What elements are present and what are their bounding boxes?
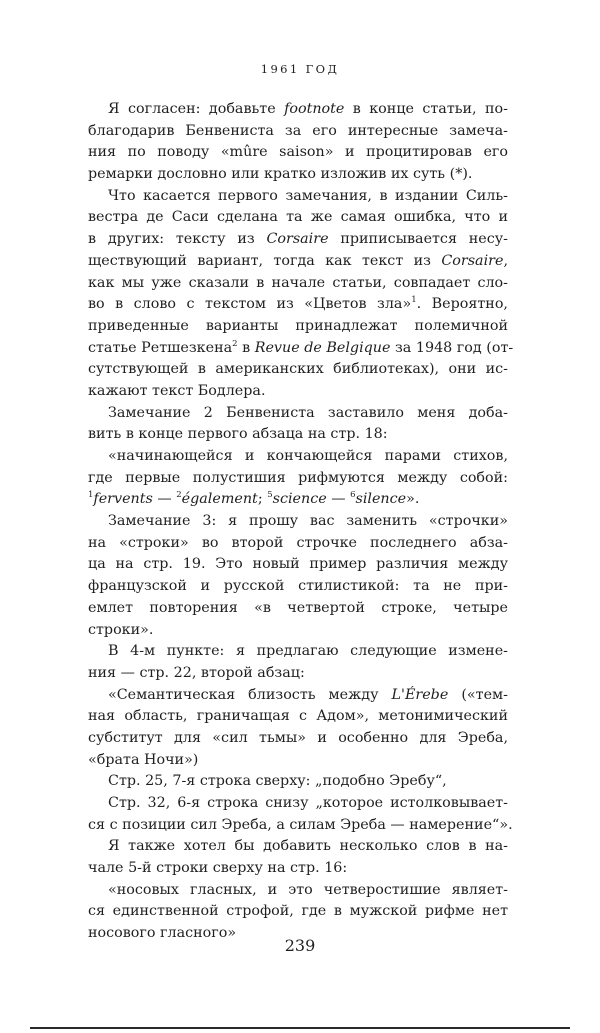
text-line: как мы уже сказали в начале статьи, совпадает сло- xyxy=(88,274,508,291)
text-line: Замечание 3: я прошу вас заменить «строчки» xyxy=(108,513,508,530)
text-line: где первые полустишия рифмуются между собой: xyxy=(88,469,508,486)
text-line: сутствующей в американских библиотеках), они ис- xyxy=(88,361,508,378)
text-line: чале 5-й строки сверху на стр. 16: xyxy=(88,860,348,877)
text-line: Стр. 32, 6-я строка снизу „которое истолковывает- xyxy=(108,795,508,811)
running-header: 1961 ГОД xyxy=(260,62,340,76)
text-line: ществующий вариант, тогда как текст из Corsaire, xyxy=(88,252,508,269)
text-line: Я согласен: добавьте footnote в конце статьи, по- xyxy=(108,101,508,117)
text-line: Стр. 25, 7-я строка сверху: „подобно Эребу“, xyxy=(108,773,447,790)
text-line: кажают текст Бодлера. xyxy=(88,382,266,399)
text-line: емлет повторения «в четвертой строке, четыре xyxy=(88,599,508,616)
text-line: на «строки» во второй строчке последнего абза- xyxy=(88,534,508,551)
text-line: «начинающейся и кончающейся парами стихов, xyxy=(108,448,508,464)
body-text xyxy=(88,99,514,945)
text-line: «Семантическая близость между L'Érebe («тем- xyxy=(108,686,508,703)
text-line: ния — стр. 22, второй абзац: xyxy=(88,664,305,681)
text-line: французской и русской стилистикой: та не при- xyxy=(88,578,508,595)
bottom-divider xyxy=(30,1027,570,1029)
text-line: В 4-м пункте: я предлагаю следующие измене- xyxy=(108,643,508,660)
text-line: во в слово с текстом из «Цветов зла»$^1$. Вероятно, xyxy=(88,295,508,313)
text-line: приведенные варианты принадлежат полемичной xyxy=(88,317,508,334)
footnote-mark: 2 xyxy=(232,338,238,349)
text-line: ния по поводу «mûre saison» и процитировав его xyxy=(88,144,508,161)
text-line: Замечание 2 Бенвениста заставило меня доба- xyxy=(108,404,508,421)
text-line: носового гласного» xyxy=(88,925,237,942)
text-line: «носовых гласных, и это четверостишие являет- xyxy=(108,881,508,898)
text-line: ремарки дословно или кратко изложив их суть (*). xyxy=(88,166,473,183)
text-line: ца на стр. 19. Это новый пример различия между xyxy=(88,556,508,573)
page-number: 239 xyxy=(284,936,316,955)
text-line: вестра де Саси сделана та же самая ошибка, что и xyxy=(88,209,508,226)
footnote-mark: 1 xyxy=(411,295,417,306)
text-line: статье Ретшезкена$^2$ в Revue de Belgique за 1948 год (от- xyxy=(88,338,514,356)
text-line: Что касается первого замечания, в издании Силь- xyxy=(108,187,508,204)
text-line: благодарив Бенвениста за его интересные замеча- xyxy=(88,122,508,139)
text-line: «брата Ночи») xyxy=(88,751,199,768)
text-line: ная область, граничащая с Адом», метонимический xyxy=(88,708,508,725)
text-line: ся с позиции сил Эреба, а силам Эреба — намерение“». xyxy=(88,816,513,833)
text-line: субститут для «сил тьмы» и особенно для Эреба, xyxy=(88,729,508,746)
text-line: $^1$fervents — $^2$également; $^5$science — $^6$silence». xyxy=(88,490,420,508)
text-line: ся единственной строфой, где в мужской рифме нет xyxy=(88,903,508,920)
text-line: в других: тексту из Corsaire приписывается несу- xyxy=(88,231,508,248)
text-line: вить в конце первого абзаца на стр. 18: xyxy=(88,426,388,443)
text-line: строки». xyxy=(88,621,154,638)
text-line: Я также хотел бы добавить несколько слов в на- xyxy=(108,838,508,855)
